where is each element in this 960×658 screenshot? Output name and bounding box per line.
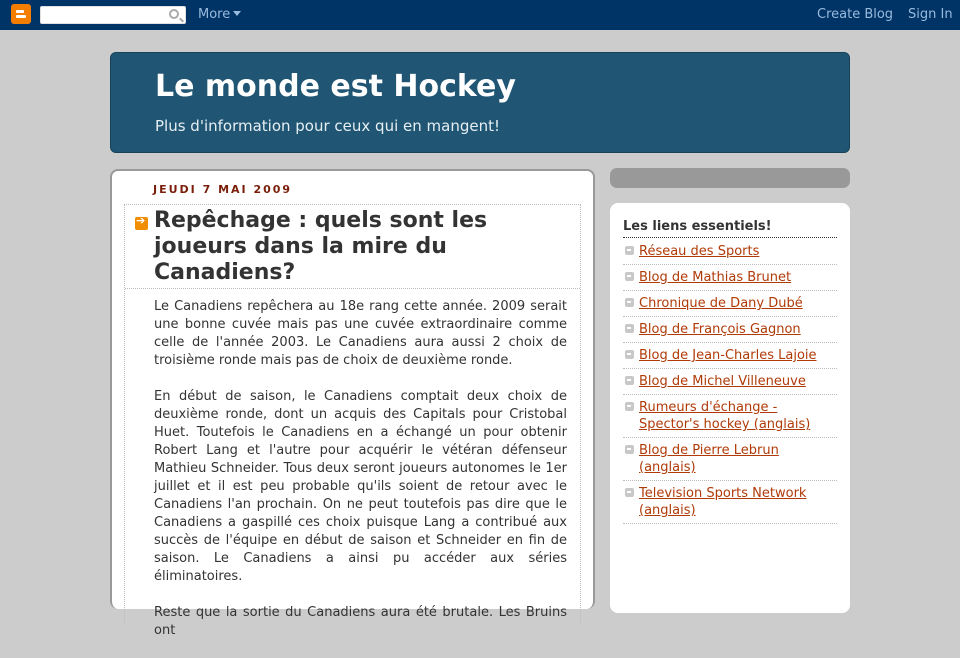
create-blog-link[interactable]: Create Blog — [817, 7, 894, 22]
post-title[interactable]: Repêchage : quels sont les joueurs dans la mire du Canadiens? — [154, 208, 488, 285]
sign-in-link[interactable]: Sign In — [908, 7, 953, 22]
post-paragraph: Reste que la sortie du Canadiens aura été brutale. Les Bruins ont — [154, 605, 567, 638]
arrow-right-icon — [135, 217, 148, 230]
arrow-bullet-icon — [625, 298, 634, 307]
blog-description: Plus d'information pour ceux qui en mangent! — [155, 117, 500, 135]
blog-post — [124, 204, 581, 638]
arrow-bullet-icon — [625, 488, 634, 497]
more-menu-button[interactable] — [198, 7, 241, 22]
list-item — [623, 343, 837, 369]
blog-title[interactable]: Le monde est Hockey — [155, 69, 516, 104]
sidebar-link[interactable]: Réseau des Sports — [639, 244, 760, 259]
sidebar-link[interactable]: Blog de Pierre Lebrun (anglais) — [639, 443, 779, 475]
sidebar-link[interactable]: Blog de Jean-Charles Lajoie — [639, 348, 817, 363]
list-item — [623, 395, 837, 438]
blogger-navbar — [0, 0, 960, 30]
blogger-logo-icon[interactable] — [11, 4, 31, 24]
blog-header — [110, 52, 850, 153]
links-list — [623, 239, 837, 524]
post-date: JEUDI 7 MAI 2009 — [153, 183, 293, 196]
arrow-bullet-icon — [625, 272, 634, 281]
post-paragraph: En début de saison, le Canadiens comptait deux choix de deuxième ronde, dont un acquis des Capitals pour Cristobal Huet. Toutefois le Canadiens en a échangé un pour obtenir Robert Lang et l'autre pour acquérir le vétéran défenseur Mathieu Schneider. Tous deux seront joueurs autonomes le 1er juillet et il est peu probable qu'ils soient de retour avec le Canadiens l'an prochain. On ne peut toutefois pas dire que le Canadiens a gaspillé ces choix puisque Lang a contribué aux succès de l'équipe en début de saison et Schneider en fin de saison. Le Canadiens a ainsi pu accéder aux séries éliminatoires. — [154, 389, 567, 584]
more-label: More — [198, 7, 231, 22]
arrow-bullet-icon — [625, 445, 634, 454]
sidebar-link[interactable]: Rumeurs d'échange - Spector's hockey (anglais) — [639, 400, 811, 432]
list-item — [623, 481, 837, 524]
links-widget-title: Les liens essentiels! — [623, 219, 837, 238]
sidebar-top-bar — [610, 168, 850, 188]
search-input[interactable] — [40, 6, 186, 24]
list-item — [623, 291, 837, 317]
sidebar-link[interactable]: Chronique de Dany Dubé — [639, 296, 803, 311]
search-icon[interactable] — [169, 9, 179, 19]
list-item — [623, 438, 837, 481]
list-item — [623, 265, 837, 291]
post-paragraph: Le Canadiens repêchera au 18e rang cette année. 2009 serait une bonne cuvée mais pas une cuvée extraordinaire comme celle de l'année 2003. Le Canadiens aura aussi 2 choix de troisième ronde mais pas de choix de deuxième ronde. — [154, 299, 567, 368]
arrow-bullet-icon — [625, 402, 634, 411]
sidebar-link[interactable]: Blog de François Gagnon — [639, 322, 801, 337]
sidebar-link[interactable]: Blog de Mathias Brunet — [639, 270, 792, 285]
chevron-down-icon — [233, 11, 241, 16]
post-title-box — [125, 205, 580, 289]
sidebar-link[interactable]: Television Sports Network (anglais) — [639, 486, 807, 518]
sidebar-link[interactable]: Blog de Michel Villeneuve — [639, 374, 806, 389]
list-item — [623, 239, 837, 265]
main-content — [110, 169, 595, 638]
sidebar — [610, 203, 850, 613]
list-item — [623, 369, 837, 395]
arrow-bullet-icon — [625, 376, 634, 385]
post-body — [154, 298, 567, 658]
arrow-bullet-icon — [625, 246, 634, 255]
arrow-bullet-icon — [625, 350, 634, 359]
list-item — [623, 317, 837, 343]
arrow-bullet-icon — [625, 324, 634, 333]
